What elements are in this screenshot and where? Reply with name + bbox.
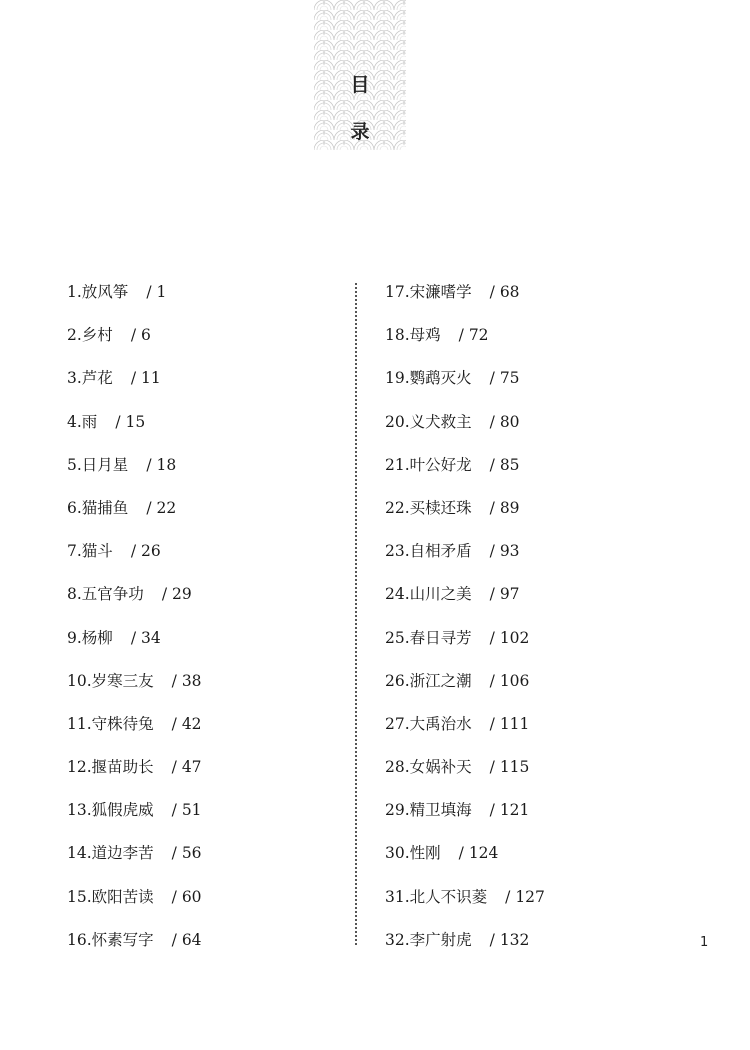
- toc-entry-title: 叶公好龙: [409, 455, 472, 474]
- toc-entry: [385, 626, 685, 669]
- toc-entry-number: 17.: [385, 283, 410, 301]
- toc-entry-title: 猫捕鱼: [81, 498, 129, 517]
- toc-entry-title: 欧阳苦读: [91, 887, 154, 906]
- toc-title-char-1: 目: [350, 74, 370, 96]
- toc-entry-number: 18.: [385, 326, 410, 345]
- toc-entry-title: 揠苗助长: [91, 758, 154, 777]
- toc-entry-title: 春日寻芳: [409, 628, 472, 647]
- toc-entry-title: 岁寒三友: [91, 671, 154, 690]
- toc-entry-title: 怀素写字: [91, 930, 154, 949]
- toc-entry-title: 芦花: [81, 369, 113, 388]
- toc-entry-title: 守株待兔: [91, 714, 154, 733]
- toc-entry-number: 31.: [385, 887, 410, 906]
- toc-entry-number: 14.: [67, 844, 92, 863]
- toc-entry: [67, 841, 367, 884]
- toc-entry-page: / 18: [146, 455, 177, 474]
- toc-entry-number: 4.: [67, 412, 82, 431]
- toc-entry-number: 29.: [385, 801, 410, 820]
- toc-entry-page: / 89: [489, 498, 520, 517]
- toc-entry-number: 10.: [67, 671, 92, 690]
- toc-entry-page: / 47: [171, 758, 202, 777]
- toc-entry-page: / 68: [489, 283, 520, 301]
- column-divider: [355, 283, 357, 945]
- toc-entry-page: / 124: [458, 844, 499, 863]
- toc-entry-number: 8.: [67, 585, 82, 604]
- toc-entry-number: 13.: [67, 801, 92, 820]
- toc-entry-title: 浙江之潮: [409, 671, 472, 690]
- toc-entry-title: 山川之美: [409, 585, 472, 604]
- toc-entry-number: 21.: [385, 455, 410, 474]
- toc-entry-number: 5.: [67, 455, 82, 474]
- toc-entry-page: / 42: [171, 714, 202, 733]
- toc-entry-number: 16.: [67, 930, 92, 949]
- toc-entry: [67, 410, 367, 453]
- toc-entry-title: 杨柳: [81, 628, 113, 647]
- toc-entry-title: 母鸡: [409, 326, 441, 345]
- toc-entry: [385, 280, 685, 323]
- toc-entry-number: 22.: [385, 498, 410, 517]
- toc-entry-page: / 121: [489, 801, 530, 820]
- toc-entry-title: 日月星: [81, 455, 129, 474]
- toc-entry: [385, 928, 685, 971]
- toc-entry-page: / 15: [115, 412, 146, 431]
- toc-entry: [67, 626, 367, 669]
- toc-entry: [67, 366, 367, 409]
- toc-entry-page: / 132: [489, 930, 530, 949]
- toc-entry-number: 28.: [385, 758, 410, 777]
- toc-entry: [67, 582, 367, 625]
- toc-header: [314, 0, 406, 150]
- toc-entry: [385, 841, 685, 884]
- toc-entry-page: / 127: [505, 887, 545, 906]
- toc-entry-title: 乡村: [81, 326, 113, 345]
- toc-entry-page: / 97: [489, 585, 520, 604]
- toc-title-char-2: 录: [350, 121, 370, 143]
- toc-entry-page: / 38: [171, 671, 202, 690]
- toc-entry: [385, 755, 685, 798]
- toc-entry-title: 自相矛盾: [409, 542, 472, 561]
- toc-entry-number: 23.: [385, 542, 410, 561]
- toc-entry-number: 12.: [67, 758, 92, 777]
- toc-entry: [385, 453, 685, 496]
- toc-entry-number: 3.: [67, 369, 82, 388]
- toc-entry-page: / 72: [458, 326, 489, 345]
- toc-entry: [385, 885, 685, 928]
- toc-entry-title: 五官争功: [81, 585, 144, 604]
- toc-entry: [67, 798, 367, 841]
- toc-entry-title: 性刚: [409, 844, 441, 863]
- toc-entry-title: 狐假虎威: [91, 801, 154, 820]
- toc-entry-page: / 34: [130, 628, 161, 647]
- toc-entry-page: / 22: [146, 498, 177, 517]
- toc-entry-page: / 75: [489, 369, 520, 388]
- toc-right-column: [385, 280, 685, 971]
- toc-entry-number: 7.: [67, 542, 82, 561]
- toc-entry: [385, 366, 685, 409]
- toc-entry-title: 道边李苦: [91, 844, 154, 863]
- toc-entry-title: 雨: [81, 412, 98, 431]
- toc-entry: [67, 755, 367, 798]
- toc-entry: [67, 453, 367, 496]
- toc-entry: [385, 712, 685, 755]
- toc-entry: [67, 669, 367, 712]
- toc-left-column: [67, 280, 367, 971]
- toc-entry-number: 19.: [385, 369, 410, 388]
- toc-entry-number: 24.: [385, 585, 410, 604]
- toc-entry-number: 11.: [67, 714, 92, 733]
- toc-entry: [67, 539, 367, 582]
- toc-entry-number: 1.: [67, 283, 82, 301]
- toc-entry-number: 20.: [385, 412, 410, 431]
- toc-entry: [385, 323, 685, 366]
- toc-entry: [67, 280, 367, 323]
- toc-entry-title: 宋濂嗜学: [409, 283, 472, 301]
- toc-entry-page: / 115: [489, 758, 530, 777]
- toc-entry-title: 猫斗: [81, 542, 113, 561]
- toc-entry-page: / 106: [489, 671, 530, 690]
- toc-entry-number: 27.: [385, 714, 410, 733]
- toc-entry: [385, 539, 685, 582]
- toc-entry: [67, 496, 367, 539]
- toc-entry: [385, 669, 685, 712]
- toc-entry: [67, 712, 367, 755]
- toc-entry-number: 15.: [67, 887, 92, 906]
- toc-entry-title: 大禹治水: [409, 714, 472, 733]
- toc-entry-title: 放风筝: [81, 283, 129, 301]
- toc-entry-title: 女娲补天: [409, 758, 472, 777]
- toc-entry-page: / 80: [489, 412, 520, 431]
- toc-entry: [385, 410, 685, 453]
- toc-entry: [67, 323, 367, 366]
- toc-entry-page: / 102: [489, 628, 530, 647]
- toc-entry-number: 26.: [385, 671, 410, 690]
- toc-entry-page: / 85: [489, 455, 520, 474]
- toc-entry-title: 李广射虎: [409, 930, 472, 949]
- toc-entry-page: / 6: [130, 326, 151, 345]
- toc-entry-title: 北人不识菱: [409, 887, 488, 906]
- toc-entry-number: 6.: [67, 498, 82, 517]
- toc-entry-page: / 51: [171, 801, 202, 820]
- toc-entry-page: / 64: [171, 930, 202, 949]
- toc-entry-number: 9.: [67, 628, 82, 647]
- toc-entry-page: / 11: [130, 369, 161, 388]
- toc-entry-number: 25.: [385, 628, 410, 647]
- toc-entry-page: / 93: [489, 542, 520, 561]
- toc-entry-title: 买椟还珠: [409, 498, 472, 517]
- toc-entry-title: 义犬救主: [409, 412, 472, 431]
- toc-entry-number: 2.: [67, 326, 82, 345]
- toc-entry: [67, 885, 367, 928]
- toc-entry-page: / 111: [489, 714, 530, 733]
- toc-entry-title: 鹦鹉灭火: [409, 369, 472, 388]
- toc-entry-page: / 60: [171, 887, 202, 906]
- toc-entry: [385, 496, 685, 539]
- toc-entry: [385, 798, 685, 841]
- toc-entry-number: 32.: [385, 930, 410, 949]
- toc-entry-title: 精卫填海: [409, 801, 472, 820]
- page-number: 1: [700, 935, 709, 950]
- toc-entry-page: / 56: [171, 844, 202, 863]
- toc-entry-page: / 1: [146, 283, 167, 301]
- toc-entry-page: / 29: [161, 585, 192, 604]
- toc-entry: [67, 928, 367, 971]
- toc-entry-number: 30.: [385, 844, 410, 863]
- toc-entry-page: / 26: [130, 542, 161, 561]
- toc-entry: [385, 582, 685, 625]
